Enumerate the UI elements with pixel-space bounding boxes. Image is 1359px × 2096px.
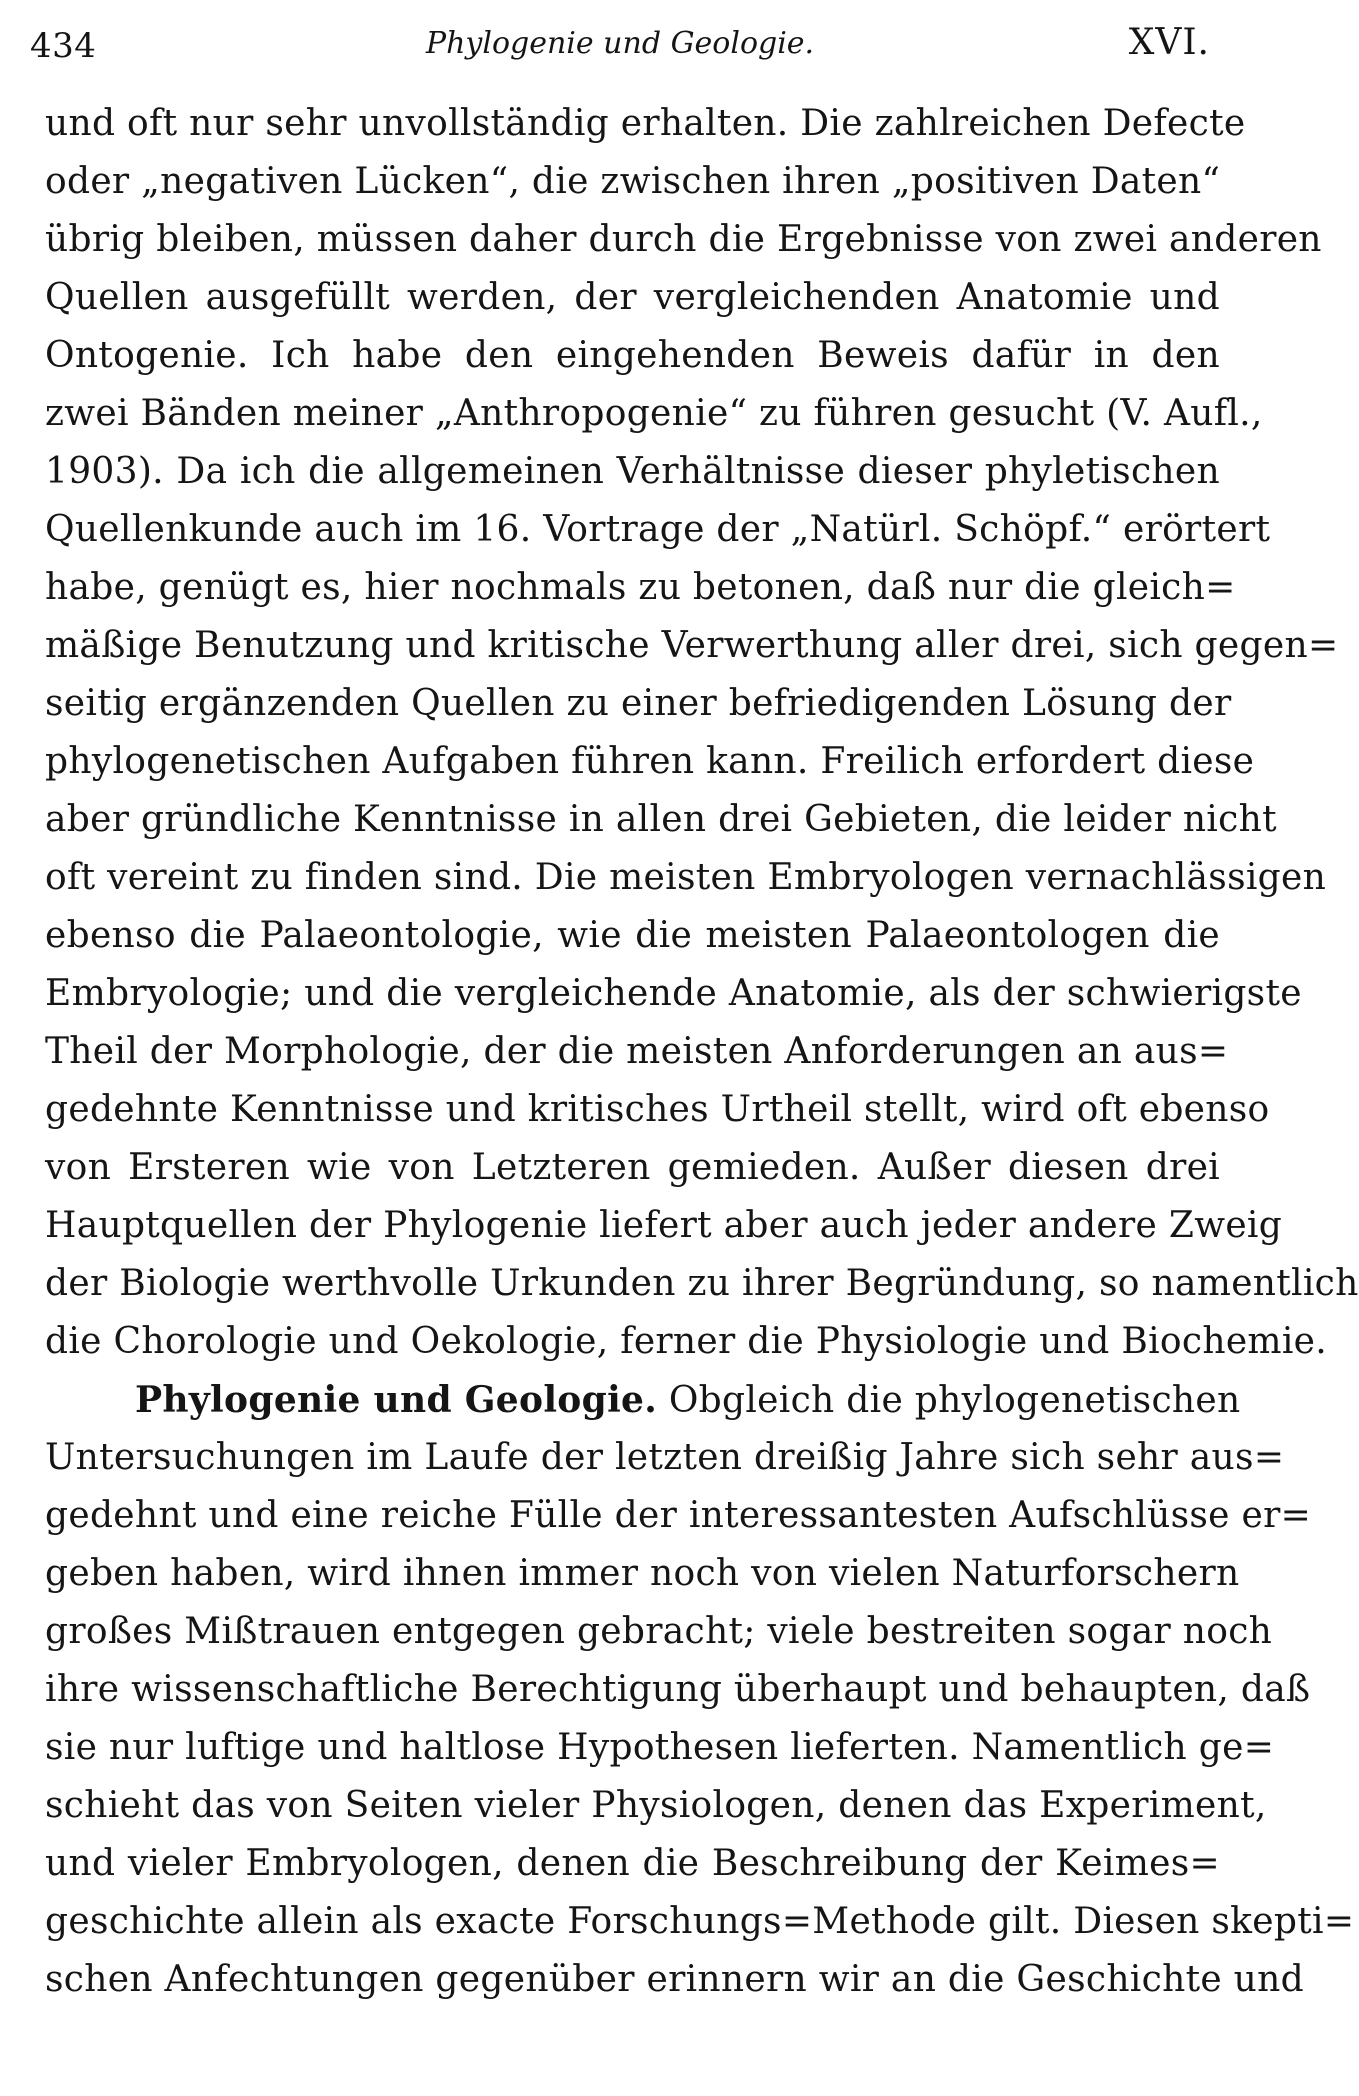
text-line: oft vereint zu finden sind. Die meisten Embryologen vernachlässigen — [45, 857, 1327, 898]
text-line: großes Mißtrauen entgegen gebracht; viele bestreiten sogar noch — [45, 1611, 1273, 1652]
page-number: 434 — [30, 26, 97, 66]
text-line: Ontogenie. Ich habe den eingehenden Beweis dafür in den — [45, 335, 1220, 376]
text-line: übrig bleiben, müssen daher durch die Ergebnisse von zwei anderen — [45, 219, 1322, 260]
text-line: Embryologie; und die vergleichende Anatomie, als der schwierigste — [45, 973, 1302, 1014]
text-line: der Biologie werthvolle Urkunden zu ihrer Begründung, so namentlich — [45, 1263, 1359, 1304]
section-heading: Phylogenie und Geologie. — [135, 1379, 658, 1421]
text-line: ebenso die Palaeontologie, wie die meisten Palaeontologen die — [45, 915, 1220, 956]
page-header — [30, 20, 1210, 70]
text-line: geben haben, wird ihnen immer noch von vielen Naturforschern — [45, 1553, 1240, 1594]
text-line: Quellenkunde auch im 16. Vortrage der „Natürl. Schöpf.“ erörtert — [45, 509, 1271, 550]
text-line: phylogenetischen Aufgaben führen kann. Freilich erfordert diese — [45, 741, 1255, 782]
text-line: Untersuchungen im Laufe der letzten dreißig Jahre sich sehr aus= — [45, 1437, 1285, 1478]
text-line: und oft nur sehr unvollständig erhalten. Die zahlreichen Defecte — [45, 103, 1246, 144]
text-line: die Chorologie und Oekologie, ferner die Physiologie und Biochemie. — [45, 1321, 1328, 1362]
text-line: schen Anfechtungen gegenüber erinnern wir an die Geschichte und — [45, 1959, 1305, 2000]
section-first-line-text: Obgleich die phylogenetischen — [668, 1380, 1241, 1421]
paragraph — [45, 95, 1359, 1371]
text-line: schieht das von Seiten vieler Physiologen, denen das Experiment, — [45, 1785, 1267, 1826]
text-line: Theil der Morphologie, der die meisten Anforderungen an aus= — [45, 1031, 1229, 1072]
chapter-number: XVI. — [1128, 22, 1210, 63]
section-paragraph — [45, 1429, 1355, 2009]
text-line: gedehnte Kenntnisse und kritisches Urtheil stellt, wird oft ebenso — [45, 1089, 1270, 1130]
section-first-line — [45, 1371, 1241, 1429]
text-line: Hauptquellen der Phylogenie liefert aber auch jeder andere Zweig — [45, 1205, 1283, 1246]
text-line: sie nur luftige und haltlose Hypothesen lieferten. Namentlich ge= — [45, 1727, 1275, 1768]
text-line: aber gründliche Kenntnisse in allen drei Gebieten, die leider nicht — [45, 799, 1277, 840]
text-line: gedehnt und eine reiche Fülle der interessantesten Aufschlüsse er= — [45, 1495, 1312, 1536]
body-text — [45, 95, 1359, 2009]
running-title: Phylogenie und Geologie. — [425, 26, 815, 61]
text-line: seitig ergänzenden Quellen zu einer befriedigenden Lösung der — [45, 683, 1232, 724]
text-line: zwei Bänden meiner „Anthropogenie“ zu führen gesucht (V. Aufl., — [45, 393, 1263, 434]
text-line: von Ersteren wie von Letzteren gemieden. Außer diesen drei — [45, 1147, 1220, 1188]
text-line: geschichte allein als exacte Forschungs=Methode gilt. Diesen skepti= — [45, 1901, 1355, 1942]
section-phylogenie-und-geologie — [45, 1371, 1355, 2009]
text-line: und vieler Embryologen, denen die Beschreibung der Keimes= — [45, 1843, 1220, 1884]
text-line: Quellen ausgefüllt werden, der vergleichenden Anatomie und — [45, 277, 1220, 318]
text-line: 1903). Da ich die allgemeinen Verhältnisse dieser phyletischen — [45, 451, 1220, 492]
text-line: habe, genügt es, hier nochmals zu betonen, daß nur die gleich= — [45, 567, 1236, 608]
text-line: mäßige Benutzung und kritische Verwerthung aller drei, sich gegen= — [45, 625, 1339, 666]
text-line: oder „negativen Lücken“, die zwischen ihren „positiven Daten“ — [45, 161, 1221, 202]
text-line: ihre wissenschaftliche Berechtigung überhaupt und behaupten, daß — [45, 1669, 1311, 1710]
